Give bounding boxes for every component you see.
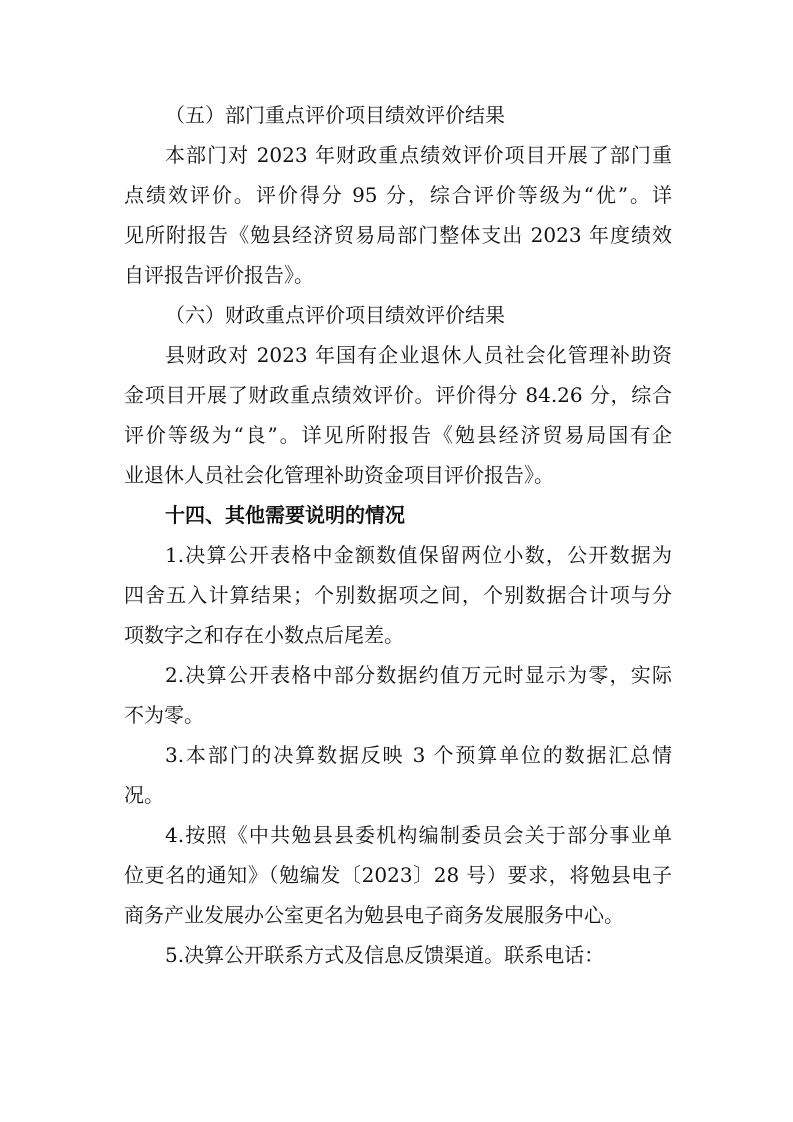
paragraph-line: 金项目开展了财政重点绩效评价。评价得分 84.26 分，综合 (124, 383, 672, 407)
paragraph-line: 不为零。 (124, 703, 204, 727)
paragraph-line: 自评报告评价报告》。 (124, 263, 314, 287)
paragraph-line: 5.决算公开联系方式及信息反馈渠道。联系电话： (165, 943, 605, 967)
paragraph-p5 (124, 135, 672, 295)
paragraph-line: 业退休人员社会化管理补助资金项目评价报告》。 (124, 463, 554, 487)
paragraph-n1 (124, 535, 672, 655)
subheading-text: （五）部门重点评价项目绩效评价结果 (165, 103, 505, 127)
paragraph-line: 见所附报告《勉县经济贸易局部门整体支出 2023 年度绩效 (124, 223, 672, 247)
paragraph-n5 (124, 935, 672, 975)
paragraph-line: 县财政对 2023 年国有企业退休人员社会化管理补助资 (165, 343, 672, 367)
paragraph-h14 (124, 495, 672, 535)
paragraph-h5 (124, 95, 672, 135)
paragraph-line: 本部门对 2023 年财政重点绩效评价项目开展了部门重 (165, 143, 672, 167)
paragraph-h6 (124, 295, 672, 335)
subheading-text: （六）财政重点评价项目绩效评价结果 (165, 303, 505, 327)
paragraph-line: 点绩效评价。评价得分 95 分，综合评价等级为“优”。详 (124, 183, 672, 207)
paragraph-line: 1.决算公开表格中金额数值保留两位小数，公开数据为 (165, 543, 672, 567)
paragraph-line: 3.本部门的决算数据反映 3 个预算单位的数据汇总情 (165, 743, 672, 767)
heading-text: 十四、其他需要说明的情况 (165, 503, 405, 527)
paragraph-n2 (124, 655, 672, 735)
paragraph-line: 项数字之和存在小数点后尾差。 (124, 623, 404, 647)
paragraph-line: 四舍五入计算结果；个别数据项之间，个别数据合计项与分 (124, 583, 672, 607)
paragraph-line: 4.按照《中共勉县县委机构编制委员会关于部分事业单 (165, 823, 672, 847)
paragraph-line: 位更名的通知》（勉编发〔2023〕28 号）要求，将勉县电子 (124, 863, 672, 887)
paragraph-n3 (124, 735, 672, 815)
paragraph-n4 (124, 815, 672, 935)
paragraph-line: 2.决算公开表格中部分数据约值万元时显示为零，实际 (165, 663, 672, 687)
document-body (124, 95, 672, 975)
paragraph-line: 商务产业发展办公室更名为勉县电子商务发展服务中心。 (124, 903, 624, 927)
paragraph-p6 (124, 335, 672, 495)
paragraph-line: 况。 (124, 783, 164, 807)
paragraph-line: 评价等级为“良”。详见所附报告《勉县经济贸易局国有企 (124, 423, 672, 447)
